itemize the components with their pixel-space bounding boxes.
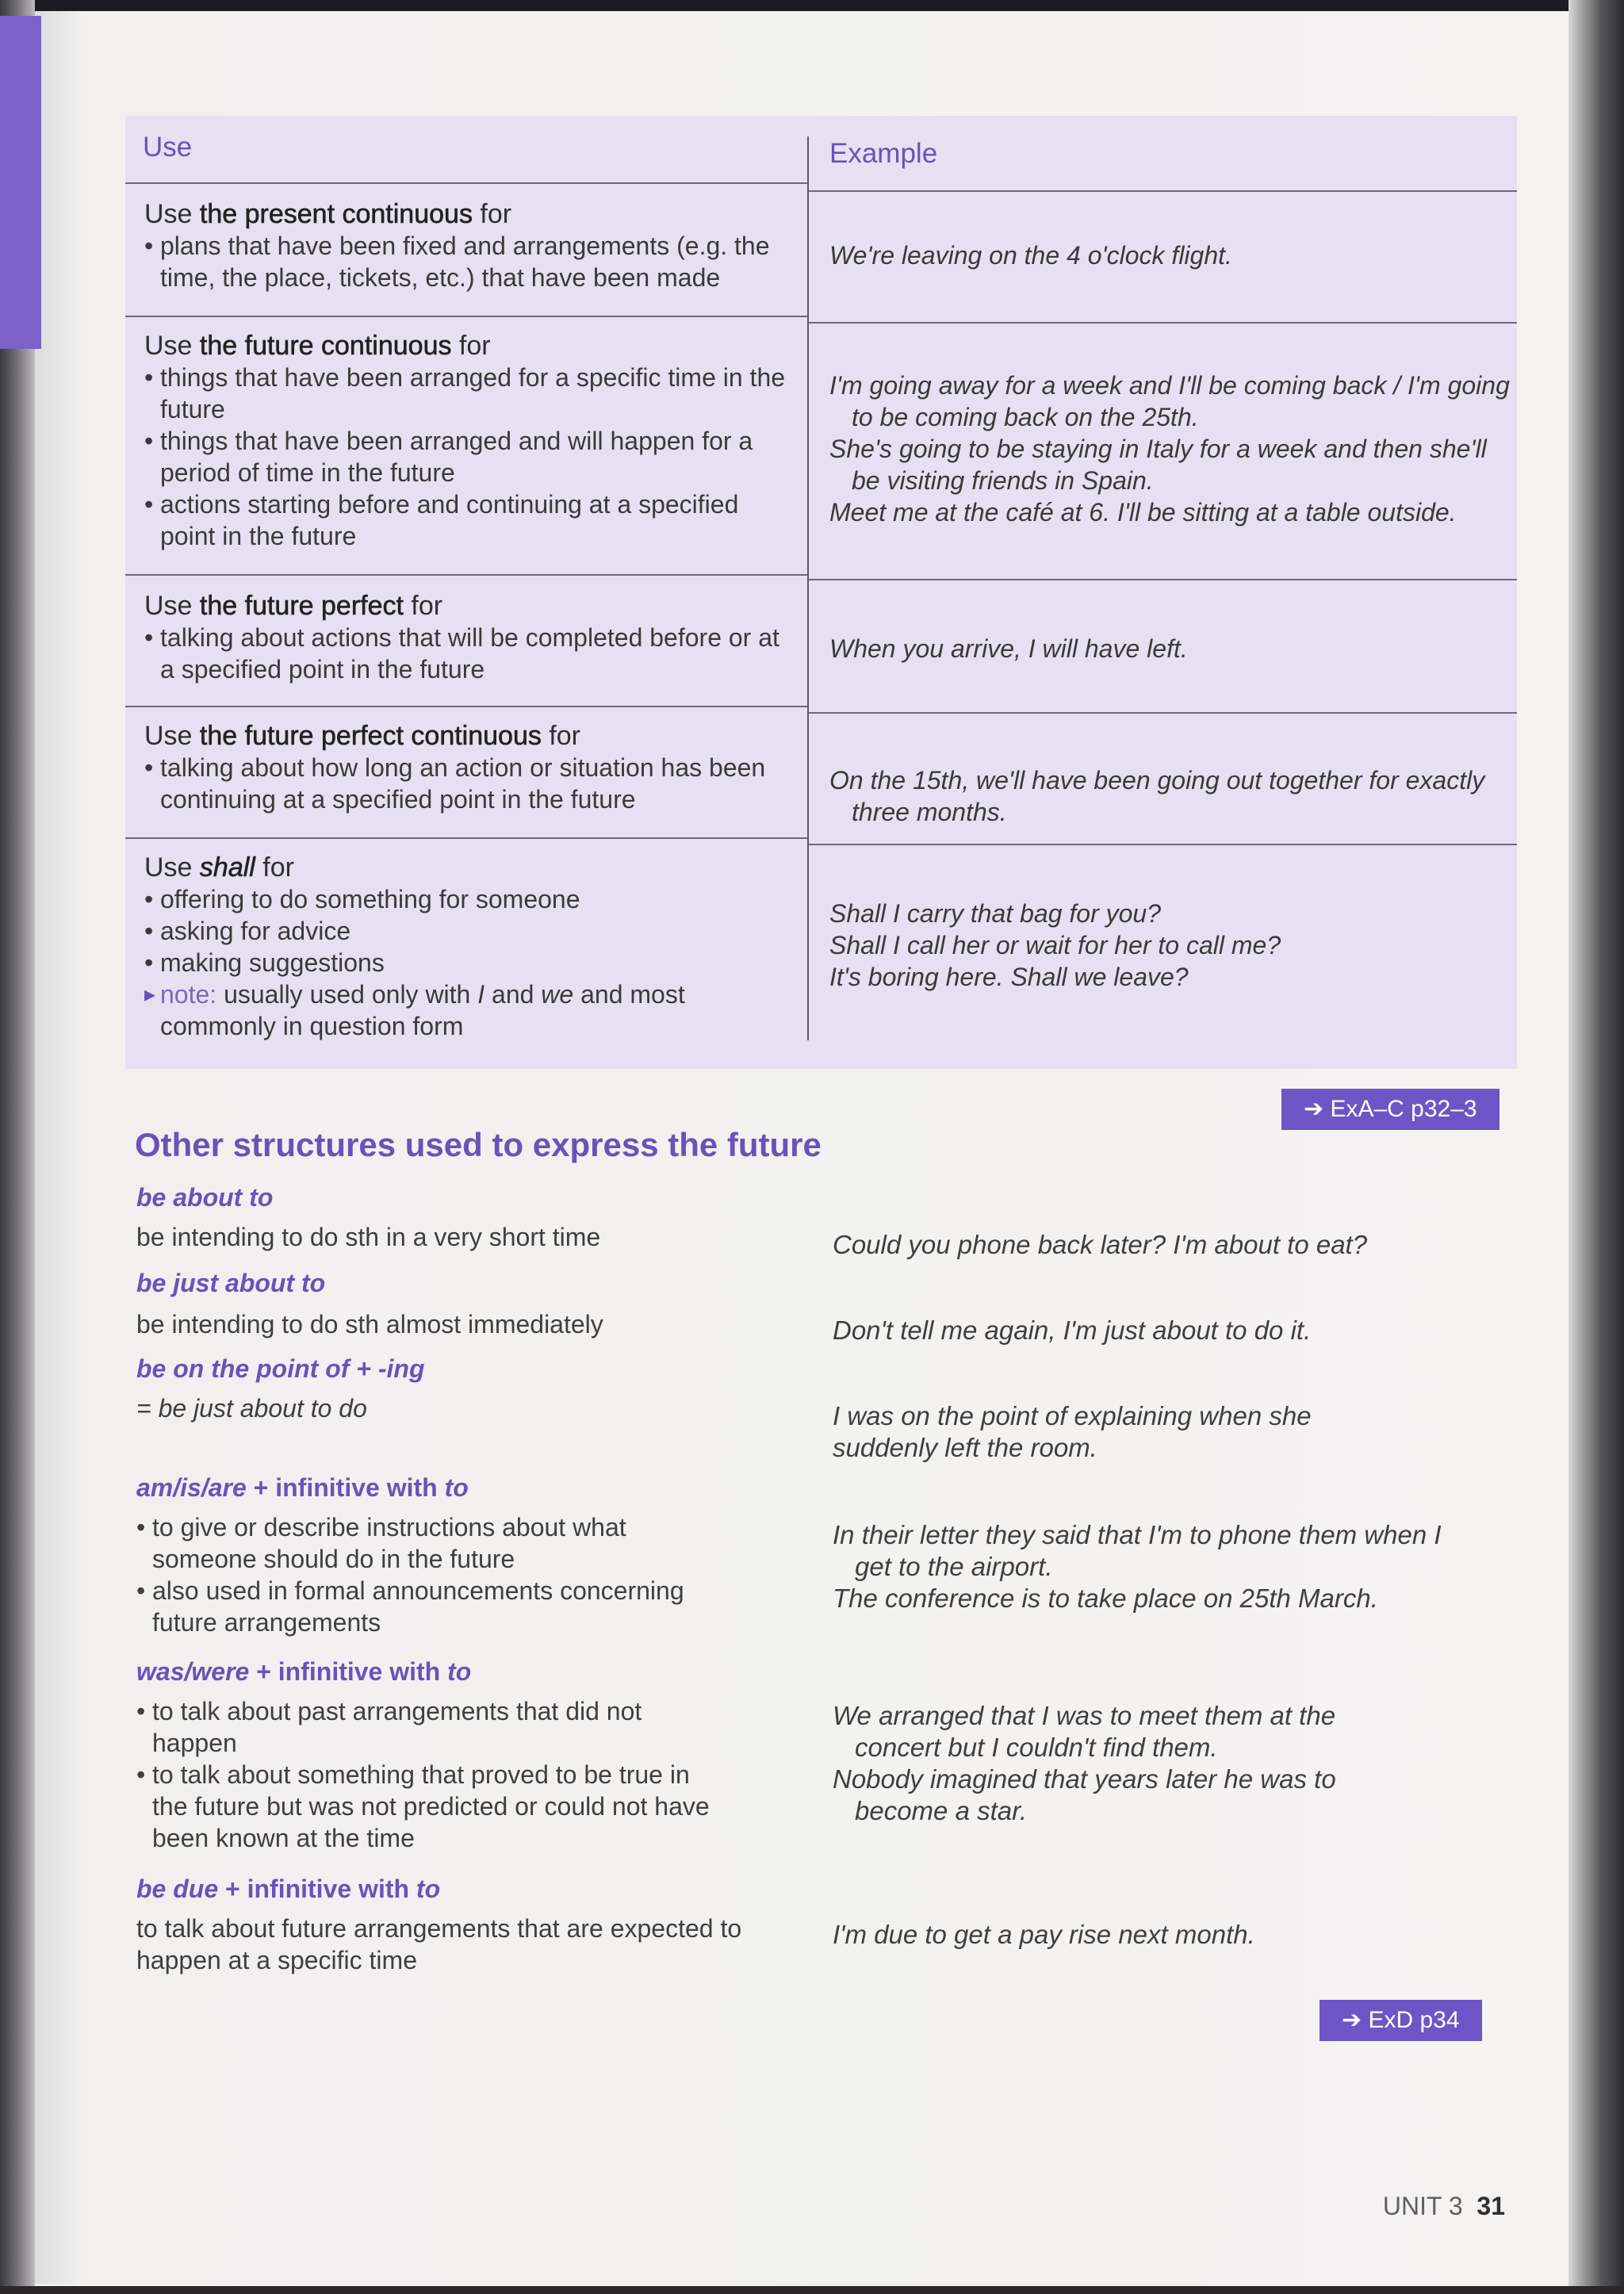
example-line: I was on the point of explaining when she suddenly left the room. — [833, 1401, 1312, 1462]
section-title: Other structures used to express the future — [135, 1126, 822, 1163]
header-use: Use — [143, 132, 193, 163]
example-line: The conference is to take place on 25th March. — [833, 1584, 1378, 1613]
example-line: Meet me at the café at 6. I'll be sitting at a table outside. — [829, 498, 1457, 527]
example-line: We're leaving on the 4 o'clock flight. — [829, 241, 1232, 270]
bullet-item: • talking about how long an action or situation has been continuing at a specified point in the future — [144, 752, 795, 815]
definition: = be just about to do — [136, 1394, 367, 1423]
example-line: It's boring here. Shall we leave? — [829, 963, 1189, 991]
example-line: Shall I carry that bag for you? — [829, 899, 1161, 928]
row-divider — [809, 190, 1517, 192]
term-be-due-infinitive: be due + infinitive with to — [136, 1875, 441, 1903]
example-future-continuous — [829, 370, 1519, 528]
definition-list — [136, 1695, 723, 1854]
row-future-perfect — [144, 590, 795, 685]
term-be-about-to: be about to — [136, 1183, 274, 1212]
page-number: 31 — [1477, 2192, 1505, 2220]
unit-label: UNIT 3 — [1382, 2192, 1463, 2220]
row-divider — [809, 844, 1517, 845]
row-heading: Use the future perfect continuous for — [144, 721, 580, 751]
term-was-were-infinitive: was/were + infinitive with to — [136, 1657, 472, 1686]
bullet-item: • things that have been arranged and will happen for a period of time in the future — [144, 425, 795, 488]
bullet-item: • to give or describe instructions about what someone should do in the future — [136, 1511, 723, 1575]
bullet-item: • offering to do something for someone — [144, 883, 795, 915]
bullet-item: • talking about actions that will be completed before or at a specified point in the future — [144, 622, 795, 685]
example-future-perfect-continuous — [829, 764, 1519, 828]
bullet-item: • asking for advice — [144, 915, 795, 947]
example-line: Don't tell me again, I'm just about to do it. — [833, 1316, 1312, 1345]
bullet-item: • making suggestions — [144, 947, 795, 978]
example-line: On the 15th, we'll have been going out together for exactly three months. — [829, 766, 1485, 826]
row-divider — [125, 316, 807, 317]
example-future-perfect — [829, 633, 1519, 664]
page-footer — [1383, 2192, 1505, 2221]
definition: be intending to do sth almost immediately — [136, 1310, 603, 1338]
exercise-reference-link[interactable]: ➔ ExA–C p32–3 — [1281, 1089, 1500, 1130]
example-line: When you arrive, I will have left. — [829, 634, 1188, 663]
note-item: ▸ note: usually used only with I and we and most commonly in question form — [144, 978, 795, 1042]
definition-list — [136, 1511, 723, 1638]
column-divider — [807, 136, 809, 1040]
grammar-table — [125, 116, 1517, 1069]
row-heading: Use the present continuous for — [144, 199, 512, 229]
page-top-edge — [0, 0, 1624, 11]
example-block — [833, 1519, 1451, 1614]
row-divider — [809, 579, 1517, 580]
term-am-is-are-infinitive: am/is/are + infinitive with to — [136, 1473, 469, 1502]
bullet-item: • to talk about past arrangements that did not happen — [136, 1695, 723, 1759]
example-line: In their letter they said that I'm to phone them when I get to the airport. — [833, 1520, 1442, 1581]
row-future-continuous — [144, 330, 795, 552]
row-divider — [125, 182, 807, 184]
example-line: We arranged that I was to meet them at the concert but I couldn't find them. — [833, 1701, 1336, 1762]
example-block — [833, 1700, 1404, 1827]
example-line: Nobody imagined that years later he was to become a star. — [833, 1764, 1336, 1825]
chapter-tab — [0, 16, 41, 349]
row-divider — [125, 574, 807, 576]
example-shall — [829, 898, 1519, 993]
row-present-continuous — [144, 198, 795, 293]
example-line: I'm due to get a pay rise next month. — [833, 1920, 1255, 1949]
row-heading: Use the future perfect for — [144, 591, 443, 621]
example-line: Could you phone back later? I'm about to eat? — [833, 1230, 1368, 1259]
row-heading: Use shall for — [144, 852, 294, 883]
row-divider — [809, 322, 1517, 324]
row-divider — [809, 712, 1517, 714]
page-bottom-edge — [0, 2286, 1624, 2294]
row-divider — [125, 706, 807, 707]
page-right-edge — [1568, 0, 1624, 2294]
example-present-continuous — [829, 239, 1519, 271]
row-divider — [125, 837, 807, 839]
definition: be intending to do sth in a very short time — [136, 1223, 601, 1251]
exercise-reference-link[interactable]: ➔ ExD p34 — [1320, 2000, 1482, 2041]
header-example: Example — [829, 138, 938, 169]
row-future-perfect-continuous — [144, 720, 795, 815]
example-line: She's going to be staying in Italy for a week and then she'll be visiting friends in Spain. — [829, 435, 1487, 495]
term-be-just-about-to: be just about to — [136, 1269, 326, 1297]
bullet-item: • to talk about something that proved to be true in the future but was not predicted or could not have been known at the time — [136, 1759, 723, 1854]
example-line: I'm going away for a week and I'll be coming back / I'm going to be coming back on the 25th. — [829, 371, 1510, 431]
bullet-item: • things that have been arranged for a specific time in the future — [144, 362, 795, 425]
bullet-item: • actions starting before and continuing at a specified point in the future — [144, 488, 795, 552]
bullet-item: • also used in formal announcements concerning future arrangements — [136, 1575, 723, 1638]
bullet-item: • plans that have been fixed and arrangements (e.g. the time, the place, tickets, etc.) that have been made — [144, 230, 795, 293]
row-shall — [144, 852, 795, 1042]
row-heading: Use the future continuous for — [144, 331, 491, 361]
example-line: Shall I call her or wait for her to call me? — [829, 931, 1281, 959]
definition: to talk about future arrangements that are expected to happen at a specific time — [136, 1914, 742, 1974]
term-be-on-the-point-of: be on the point of + -ing — [136, 1354, 425, 1383]
